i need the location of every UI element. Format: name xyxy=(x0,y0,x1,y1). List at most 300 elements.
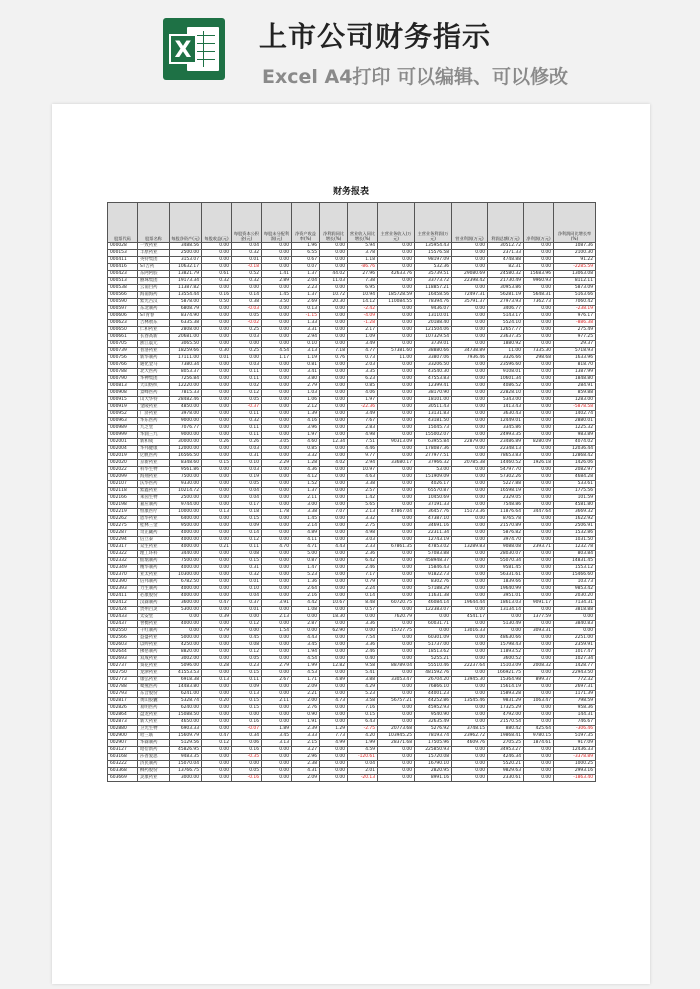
table-cell: 0.00 xyxy=(452,754,488,761)
table-cell: 4.89 xyxy=(292,530,320,537)
table-cell: 0.37 xyxy=(232,600,262,607)
table-cell: 0.00 xyxy=(320,257,348,264)
table-cell: 1.03 xyxy=(292,390,320,397)
table-cell: 6241.00 xyxy=(170,691,202,698)
table-cell: 1402.74 xyxy=(554,411,596,418)
table-cell: 002424 xyxy=(108,607,138,614)
table-row xyxy=(108,593,596,600)
table-cell: 33773.72 xyxy=(415,278,452,285)
table-cell: 002019 xyxy=(108,453,138,460)
table-cell: 002433 xyxy=(108,614,138,621)
table-cell: 0.00 xyxy=(202,243,232,250)
table-cell: 29080.69 xyxy=(452,271,488,278)
table-cell: 0.00 xyxy=(452,656,488,663)
table-cell: 0.00 xyxy=(202,649,232,656)
table-cell: 3.50 xyxy=(262,299,292,306)
table-cell: 3.05 xyxy=(262,439,292,446)
table-cell: 0.00 xyxy=(202,369,232,376)
table-cell: 0.00 xyxy=(202,621,232,628)
table-cell: 10.72 xyxy=(320,292,348,299)
table-cell: 0.00 xyxy=(452,285,488,292)
table-cell: 0.00 xyxy=(378,761,415,768)
table-cell: 8991.16 xyxy=(415,775,452,782)
table-cell: 0.10 xyxy=(232,460,262,467)
table-cell: 0.00 xyxy=(524,362,554,369)
table-cell: 0.00 xyxy=(524,649,554,656)
table-cell: 880.42 xyxy=(488,726,524,733)
table-cell: 7380.34 xyxy=(170,362,202,369)
table-cell: 0.00 xyxy=(202,593,232,600)
table-cell: 0.00 xyxy=(524,250,554,257)
table-cell: 41553.53 xyxy=(170,670,202,677)
table-cell: -2285.59 xyxy=(554,264,596,271)
table-cell: 0.00 xyxy=(524,446,554,453)
table-cell: 000423 xyxy=(108,271,138,278)
table-cell: 1.45 xyxy=(262,292,292,299)
table-cell: 0.11 xyxy=(232,677,262,684)
table-cell: 000963 xyxy=(108,418,138,425)
table-cell: 0.00 xyxy=(378,705,415,712)
table-cell: 15893.28 xyxy=(488,691,524,698)
table-cell: 0.05 xyxy=(232,656,262,663)
table-cell: 2993.16 xyxy=(554,768,596,775)
table-cell: 2329.05 xyxy=(488,495,524,502)
table-cell: 0.00 xyxy=(320,579,348,586)
table-cell: 5129.56 xyxy=(170,740,202,747)
table-cell: 9000.00 xyxy=(170,432,202,439)
table-row xyxy=(108,775,596,782)
table-cell: 3.91 xyxy=(262,600,292,607)
table-cell: 15720.08 xyxy=(415,754,452,761)
table-cell: 1.09 xyxy=(348,334,378,341)
table-cell: 0.00 xyxy=(202,404,232,411)
table-cell: 0.14 xyxy=(232,292,262,299)
table-cell: 818.70 xyxy=(554,362,596,369)
table-cell: 15103.09 xyxy=(488,663,524,670)
table-cell: -2.75 xyxy=(348,726,378,733)
table-cell: 15614.19 xyxy=(488,684,524,691)
table-cell: 0.13 xyxy=(202,509,232,516)
table-cell: 0.00 xyxy=(524,579,554,586)
table-cell: 57381.60 xyxy=(378,348,415,355)
table-cell: 1.99 xyxy=(348,740,378,747)
table-cell: 103945.25 xyxy=(378,733,415,740)
table-cell: 3.32 xyxy=(292,453,320,460)
table-cell: 000661 xyxy=(108,334,138,341)
table-cell: 118857.21 xyxy=(415,285,452,292)
table-cell: 0.47 xyxy=(202,600,232,607)
table-cell: 0.00 xyxy=(232,614,262,621)
table-cell: 2.24 xyxy=(348,586,378,593)
table-row xyxy=(108,684,596,691)
table-cell: 4.43 xyxy=(320,544,348,551)
table-cell: 0.00 xyxy=(524,376,554,383)
table-cell: 22237.64 xyxy=(452,663,488,670)
table-cell: 2082.97 xyxy=(554,467,596,474)
table-cell: 91.22 xyxy=(554,257,596,264)
table-cell: -0.37 xyxy=(232,404,262,411)
table-row xyxy=(108,649,596,656)
table-cell: 5276.92 xyxy=(415,726,452,733)
table-cell: 0.00 xyxy=(262,467,292,474)
table-cell: 151909.09 xyxy=(415,474,452,481)
table-cell: 0.00 xyxy=(524,572,554,579)
table-cell: 0.00 xyxy=(202,285,232,292)
table-cell: 0.00 xyxy=(378,257,415,264)
table-cell: 0.00 xyxy=(202,768,232,775)
table-row xyxy=(108,747,596,754)
table-cell: 0.30 xyxy=(202,348,232,355)
table-cell: 0.13 xyxy=(202,677,232,684)
table-cell: 7134.31 xyxy=(554,600,596,607)
table-cell: 英特集团 xyxy=(138,257,170,264)
table-cell: 10.94 xyxy=(348,292,378,299)
table-cell: 汉森制药 xyxy=(138,600,170,607)
table-cell: 5300.00 xyxy=(170,607,202,614)
table-cell: 0.00 xyxy=(378,418,415,425)
table-cell: 0.00 xyxy=(524,320,554,327)
table-cell: 2820.95 xyxy=(415,768,452,775)
table-cell: 0.09 xyxy=(232,523,262,530)
table-cell: 4.60 xyxy=(292,439,320,446)
table-row xyxy=(108,586,596,593)
table-cell: 3.27 xyxy=(292,747,320,754)
table-cell: 0.00 xyxy=(202,635,232,642)
table-cell: 002349 xyxy=(108,565,138,572)
table-cell: 0.00 xyxy=(202,481,232,488)
table-cell: 0.00 xyxy=(262,516,292,523)
table-cell: 0.00 xyxy=(452,635,488,642)
table-cell: 7335.30 xyxy=(524,348,554,355)
table-cell: 0.79 xyxy=(348,579,378,586)
table-cell: 0.00 xyxy=(170,628,202,635)
table-cell: 0.00 xyxy=(524,691,554,698)
table-row xyxy=(108,243,596,250)
table-row xyxy=(108,250,596,257)
table-cell: 科华生物 xyxy=(138,467,170,474)
table-row xyxy=(108,488,596,495)
table-cell: 0.00 xyxy=(524,467,554,474)
table-cell: 0.00 xyxy=(262,327,292,334)
table-cell: 0.00 xyxy=(452,369,488,376)
table-cell: 信邦制药 xyxy=(138,579,170,586)
table-cell: 0.00 xyxy=(202,775,232,782)
table-cell: 11.00 xyxy=(488,348,524,355)
table-cell: 众生药业 xyxy=(138,544,170,551)
financial-report-table xyxy=(107,202,596,782)
table-cell: 13554.44 xyxy=(170,292,202,299)
table-cell: 7.38 xyxy=(348,278,378,285)
table-cell: 0.00 xyxy=(202,502,232,509)
table-row xyxy=(108,579,596,586)
table-row xyxy=(108,271,596,278)
table-cell: 0.00 xyxy=(378,579,415,586)
table-cell: 19868.41 xyxy=(488,733,524,740)
table-cell: 0.00 xyxy=(262,320,292,327)
table-row xyxy=(108,390,596,397)
table-cell: 0.00 xyxy=(378,747,415,754)
table-cell: 0.04 xyxy=(232,593,262,600)
table-cell: 0.00 xyxy=(378,621,415,628)
table-cell: 0.00 xyxy=(452,565,488,572)
table-cell: 1426.06 xyxy=(554,460,596,467)
table-cell: 3440.00 xyxy=(170,551,202,558)
table-cell: 0.00 xyxy=(262,530,292,537)
table-cell: 275.49 xyxy=(554,327,596,334)
table-cell: 0.00 xyxy=(452,320,488,327)
table-cell: 0.31 xyxy=(232,565,262,572)
table-cell: 0.00 xyxy=(452,432,488,439)
table-cell: 0.00 xyxy=(524,537,554,544)
table-cell: 0.00 xyxy=(452,313,488,320)
table-cell: 0.00 xyxy=(320,243,348,250)
table-cell: 4.11 xyxy=(292,537,320,544)
table-cell: 36457.76 xyxy=(415,509,452,516)
table-cell: 0.00 xyxy=(262,397,292,404)
table-cell: 24993.35 xyxy=(488,432,524,439)
table-row xyxy=(108,544,596,551)
report-table-wrapper xyxy=(107,202,595,782)
table-cell: 34738.89 xyxy=(452,348,488,355)
table-cell: 4850.00 xyxy=(170,404,202,411)
table-cell: 4.20 xyxy=(348,733,378,740)
table-cell: 983.89 xyxy=(554,432,596,439)
table-cell: 0.00 xyxy=(524,390,554,397)
table-cell: 4.02 xyxy=(320,460,348,467)
table-row xyxy=(108,327,596,334)
table-cell: 37191.33 xyxy=(415,502,452,509)
table-cell: 63955.84 xyxy=(415,439,452,446)
table-cell: 43540.30 xyxy=(415,369,452,376)
table-cell: 15727.75 xyxy=(378,628,415,635)
column-header: 营业收入同比增长(%) xyxy=(348,203,378,243)
table-cell: 2.11 xyxy=(292,495,320,502)
table-cell: 0.00 xyxy=(452,551,488,558)
table-cell: 0.00 xyxy=(378,754,415,761)
table-cell: 0.15 xyxy=(232,705,262,712)
table-cell: 0.00 xyxy=(524,243,554,250)
table-cell: 4541.17 xyxy=(452,614,488,621)
table-cell: 1.78 xyxy=(262,509,292,516)
table-cell: 4.98 xyxy=(348,432,378,439)
table-cell: 0.00 xyxy=(452,747,488,754)
table-cell: 1874.61 xyxy=(524,740,554,747)
table-cell: 65570.87 xyxy=(415,488,452,495)
table-cell: 双成药业 xyxy=(138,656,170,663)
table-cell: 3.00 xyxy=(292,502,320,509)
table-cell: 0.00 xyxy=(524,565,554,572)
table-cell: 0.00 xyxy=(262,453,292,460)
table-cell: -1.28 xyxy=(348,320,378,327)
table-cell: -0.02 xyxy=(232,320,262,327)
table-cell: 0.00 xyxy=(378,341,415,348)
table-cell: 8348.60 xyxy=(170,460,202,467)
table-cell: 龙津药业 xyxy=(138,670,170,677)
table-cell: 0.00 xyxy=(452,495,488,502)
table-cell: 7548.86 xyxy=(488,502,524,509)
table-cell: 13821.79 xyxy=(170,271,202,278)
table-cell: 3153.07 xyxy=(170,257,202,264)
table-cell: 1387.99 xyxy=(554,369,596,376)
table-cell: 0.00 xyxy=(452,418,488,425)
table-cell: 天山纺织 xyxy=(138,383,170,390)
table-cell: 0.00 xyxy=(320,537,348,544)
table-cell: 11387.82 xyxy=(170,285,202,292)
table-row xyxy=(108,299,596,306)
table-cell: 黄山胶囊 xyxy=(138,698,170,705)
table-cell: 2.75 xyxy=(348,523,378,530)
table-cell: 0.00 xyxy=(202,670,232,677)
table-cell: 0.15 xyxy=(232,516,262,523)
table-cell: 0.00 xyxy=(232,285,262,292)
table-cell: 859.88 xyxy=(554,390,596,397)
table-cell: 0.28 xyxy=(202,663,232,670)
table-cell: 0.00 xyxy=(262,418,292,425)
table-cell: 0.00 xyxy=(202,446,232,453)
table-cell: 4.70 xyxy=(262,544,292,551)
table-cell: 000739 xyxy=(108,348,138,355)
table-cell: 0.00 xyxy=(378,607,415,614)
table-cell: 1.97 xyxy=(348,397,378,404)
table-cell: 1.29 xyxy=(320,726,348,733)
table-cell: 0.00 xyxy=(202,495,232,502)
table-cell: 12868.42 xyxy=(554,453,596,460)
table-cell: 5.94 xyxy=(348,243,378,250)
table-cell: 002390 xyxy=(108,579,138,586)
table-cell: 6918.38 xyxy=(170,677,202,684)
table-cell: 603669 xyxy=(108,775,138,782)
table-cell: 78653.83 xyxy=(488,453,524,460)
table-cell: 0.00 xyxy=(452,327,488,334)
table-cell: 2.67 xyxy=(262,677,292,684)
table-row xyxy=(108,481,596,488)
table-cell: 1775.56 xyxy=(554,488,596,495)
table-cell: 0.32 xyxy=(232,418,262,425)
table-cell: 0.00 xyxy=(524,425,554,432)
table-cell: 华润三九 xyxy=(138,432,170,439)
page-header xyxy=(0,0,700,100)
table-cell: 298.68 xyxy=(524,355,554,362)
table-cell: 7362.73 xyxy=(524,299,554,306)
table-cell: 481592.76 xyxy=(415,670,452,677)
table-cell: 0.00 xyxy=(262,747,292,754)
table-cell: 38170.90 xyxy=(415,390,452,397)
table-cell: 0.00 xyxy=(524,551,554,558)
table-cell: 山大华特 xyxy=(138,397,170,404)
table-cell: 0.00 xyxy=(202,551,232,558)
table-cell: 0.12 xyxy=(232,390,262,397)
table-cell: 976.17 xyxy=(554,313,596,320)
table-cell: 000908 xyxy=(108,390,138,397)
table-cell: 0.00 xyxy=(202,579,232,586)
table-cell: -1863.40 xyxy=(554,775,596,782)
table-cell: 0.11 xyxy=(232,425,262,432)
table-cell: 533.61 xyxy=(554,481,596,488)
table-cell: 1017.47 xyxy=(554,649,596,656)
table-row xyxy=(108,369,596,376)
table-row xyxy=(108,691,596,698)
table-cell: 7.51 xyxy=(348,439,378,446)
table-cell: 0.00 xyxy=(320,411,348,418)
table-cell: 0.00 xyxy=(348,628,378,635)
column-header: 净利润(万元) xyxy=(524,203,554,243)
column-header: 净利润同比增长(%) xyxy=(320,203,348,243)
table-cell: 002275 xyxy=(108,523,138,530)
table-cell: 0.61 xyxy=(202,271,232,278)
table-cell: 5.23 xyxy=(348,691,378,698)
table-cell: 0.00 xyxy=(378,523,415,530)
table-cell: 1.71 xyxy=(292,677,320,684)
table-cell: 0.00 xyxy=(262,390,292,397)
table-cell: 0.04 xyxy=(348,761,378,768)
table-cell: 22348.13 xyxy=(488,446,524,453)
table-cell: 0.00 xyxy=(524,523,554,530)
table-cell: 0.00 xyxy=(524,418,554,425)
table-cell: 88789.04 xyxy=(378,663,415,670)
table-cell: 2.96 xyxy=(292,754,320,761)
table-cell: 90313.09 xyxy=(378,439,415,446)
table-cell: 0.38 xyxy=(232,299,262,306)
table-cell: 1.97 xyxy=(292,432,320,439)
table-cell: 0.00 xyxy=(262,649,292,656)
table-cell: 000597 xyxy=(108,306,138,313)
table-cell: 6400.00 xyxy=(170,516,202,523)
table-cell: 3.96 xyxy=(292,425,320,432)
table-cell: 0.00 xyxy=(378,635,415,642)
table-cell: 0.01 xyxy=(202,355,232,362)
table-cell: 13110.01 xyxy=(415,313,452,320)
table-cell: 002773 xyxy=(108,677,138,684)
table-cell: 5876.82 xyxy=(488,530,524,537)
table-row xyxy=(108,285,596,292)
column-header: 营业利润(万元) xyxy=(452,203,488,243)
table-cell: 000813 xyxy=(108,383,138,390)
table-cell: 2330.61 xyxy=(488,775,524,782)
table-cell: 0.00 xyxy=(232,712,262,719)
table-cell: 0.00 xyxy=(320,327,348,334)
table-cell: 43181.50 xyxy=(415,418,452,425)
table-cell: 5.41 xyxy=(348,670,378,677)
table-cell: 2.94 xyxy=(292,334,320,341)
table-cell: 0.00 xyxy=(378,586,415,593)
table-cell: 0.00 xyxy=(202,516,232,523)
table-cell: 3065.50 xyxy=(170,341,202,348)
table-cell: 0.00 xyxy=(320,754,348,761)
table-cell: 0.00 xyxy=(262,481,292,488)
table-cell: 0.00 xyxy=(232,628,262,635)
table-cell: 0.00 xyxy=(452,243,488,250)
table-cell: 3951.01 xyxy=(488,593,524,600)
table-cell: 0.00 xyxy=(320,481,348,488)
table-cell: 1377.59 xyxy=(524,614,554,621)
table-cell: 易明医药 xyxy=(138,705,170,712)
table-row xyxy=(108,726,596,733)
table-cell: 0.00 xyxy=(170,614,202,621)
table-cell: 1225.32 xyxy=(554,425,596,432)
table-cell: 2506.91 xyxy=(554,523,596,530)
table-cell: 2.79 xyxy=(262,663,292,670)
table-cell: 772.32 xyxy=(554,677,596,684)
table-cell: 康弘药业 xyxy=(138,677,170,684)
table-cell: 0.00 xyxy=(202,327,232,334)
table-cell: 新华制药 xyxy=(138,355,170,362)
table-cell: 0.00 xyxy=(292,628,320,635)
table-cell: 6335.38 xyxy=(170,320,202,327)
table-cell: 0.08 xyxy=(232,551,262,558)
table-cell: 002262 xyxy=(108,516,138,523)
report-title: 财务报表 xyxy=(332,187,369,197)
table-cell: 0.00 xyxy=(320,306,348,313)
